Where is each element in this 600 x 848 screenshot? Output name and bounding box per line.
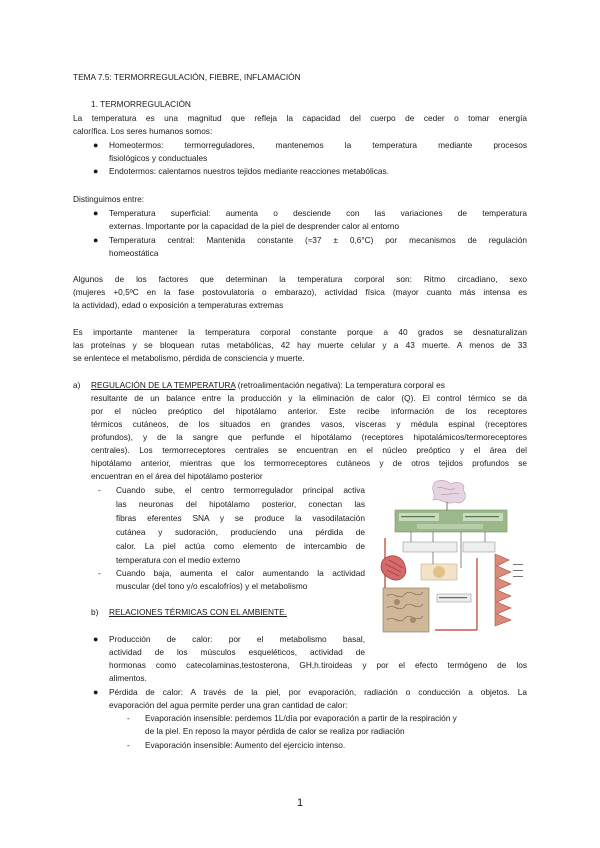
evaporacion-line: de la piel. En reposo la mayor pérdida de calor se realiza por radiación — [145, 726, 405, 736]
dash-bullet-icon: - — [127, 740, 130, 750]
perdida-line: Pérdida de calor: A través de la piel, por evaporación, radiación o conducción a objetos. La — [109, 687, 527, 697]
document-title: TEMA 7.5: TERMORREGULACIÓN, FIEBRE, INFLAMACIÓN — [73, 72, 301, 82]
produccion-line: alimentos. — [109, 673, 147, 683]
paragraph-line: profundos), y de la sangre que perfunde el hipotálamo (receptores hipotalámicos/termoreceptores — [91, 432, 527, 442]
section-heading-relaciones: RELACIONES TÉRMICAS CON EL AMBIENTE. — [109, 607, 287, 617]
bullet-homeotermos-cont: fisiológicos y conductuales — [109, 153, 208, 163]
bullet-icon: ● — [93, 687, 99, 697]
gland-detail — [394, 599, 400, 605]
bullet-temp-central: Temperatura central: Mantenida constante (≈37 ± 0,6°C) por mecanismos de regulación — [109, 235, 527, 245]
produccion-line: Producción de calor: por el metabolismo basal, — [109, 634, 365, 644]
factors-line: Algunos de los factores que determinan la temperatura corporal son: Ritmo circadiano, sexo — [73, 274, 527, 284]
brain-illustration — [433, 480, 466, 503]
sube-line: fibras eferentes SNA y se produce la vasodilatación — [116, 513, 365, 523]
side-label-stroke — [513, 570, 523, 571]
dash-bullet-icon: - — [98, 568, 101, 578]
paragraph-line: por el núcleo preóptico del hipotálamo anterior. Este recibe información de los receptores — [91, 406, 527, 416]
importance-line: Es importante mantener la temperatura corporal constante porque a 40 grados se desnaturalizan — [73, 327, 527, 337]
perdida-line: evaporación del agua permite perder una gran cantidad de calor: — [109, 700, 348, 710]
label-stroke — [465, 516, 499, 517]
sube-line: las neuronas del hipotálamo posterior, conectan las — [116, 499, 365, 509]
label-stroke — [401, 516, 435, 517]
section-heading-termorregulacion: 1. TERMORREGULACIÓN — [91, 99, 191, 109]
factors-line: la actividad), edad o exposición a temperaturas extremas — [73, 300, 284, 310]
produccion-line: hormonas como catecolaminas,testosterona, GH,h.tiroideas y por el efecto termógeno de los — [109, 660, 527, 670]
paragraph-line: encuentran en el área del hipotálamo posterior — [91, 471, 263, 481]
sube-line: calor. La piel actúa como elemento de intercambio de — [116, 541, 365, 551]
factors-line: (mujeres +0,5ºC en la fase postovulatoria o embarazo), actividad física (mayor cuanto más intensa es — [73, 287, 527, 297]
section-a-first-line — [91, 379, 445, 392]
bullet-homeotermos: Homeotermos: termorreguladores, mantenemos la temperatura mediante procesos — [109, 140, 527, 150]
section-marker-b: b) — [91, 607, 99, 617]
page-number: 1 — [296, 797, 304, 809]
bullet-icon: ● — [93, 140, 99, 150]
paragraph-line: térmicos cutáneos, de los situados en grandes vasos, vísceras y médula espinal (receptores — [91, 419, 527, 429]
label-stroke — [439, 597, 467, 598]
sube-line: Cuando sube, el centro termorregulador principal activa — [116, 485, 365, 495]
paragraph-line: resultante de un balance entre la producción y la eliminación de calor (Q). El control térmico se da — [91, 393, 527, 403]
bullet-temp-superficial: Temperatura superficial: aumenta o desciende con las variaciones de temperatura — [109, 208, 527, 218]
baja-line: muscular (del tono y/o escalofríos) y el metabolismo — [116, 581, 308, 591]
bullet-temp-central-cont: homeostática — [109, 248, 159, 258]
gland-detail — [410, 617, 416, 623]
efferent-box — [463, 542, 495, 552]
section-a-intro: (retroalimentación negativa): La temperatura corporal es — [235, 380, 445, 390]
section-heading-regulacion: REGULACIÓN DE LA TEMPERATURA — [91, 380, 236, 390]
dash-bullet-icon: - — [98, 485, 101, 495]
intro-line: calorífica. Los seres humanos somos: — [73, 126, 213, 136]
evaporacion-line: Evaporación insensible: perdemos 1L/día por evaporación a partir de la respiración y — [145, 713, 457, 723]
bullet-icon: ● — [93, 208, 99, 218]
dash-bullet-icon: - — [127, 713, 130, 723]
baja-line: Cuando baja, aumenta el calor aumentando la actividad — [116, 568, 365, 578]
evaporacion-line: Evaporación insensible: Aumento del ejercicio intenso. — [145, 740, 346, 750]
thermoregulation-diagram — [377, 480, 525, 640]
label-strip — [417, 524, 483, 529]
bullet-endotermos: Endotermos: calentamos nuestros tejidos mediante reacciones metabólicas. — [109, 166, 389, 176]
sube-line: temperatura con el medio externo — [116, 555, 241, 565]
paragraph-line: centrales). Los termorreceptores centrales se encuentran en el núcleo preóptico y el área del — [91, 445, 527, 455]
side-label-stroke — [513, 576, 523, 577]
organ-detail — [433, 566, 445, 578]
produccion-line: actividad de los músculos esqueléticos, actividad de — [109, 647, 365, 657]
paragraph-line: hipotálamo anterior, mientras que los termorreceptores cutáneos y de otros tejidos profundos se — [91, 458, 527, 468]
section-marker-a: a) — [73, 380, 81, 390]
importance-line: se enlentece el metabolismo, pérdida de consciencia y muerte. — [73, 353, 305, 363]
efferent-box — [403, 542, 457, 552]
bullet-temp-superficial-cont: externas. Importante por la capacidad de la piel de desprender calor al entorno — [109, 221, 400, 231]
sube-line: cutánea y sudoración, produciendo una pérdida de — [116, 527, 365, 537]
intro-line: La temperatura es una magnitud que refleja la capacidad del cuerpo de ceder o tomar energía — [73, 113, 527, 123]
importance-line: las proteínas y se bloquean rutas metabólicas, 42 hay muerte celular y a 43 muerte. A menos de 33 — [73, 340, 527, 350]
distinguimos-line: Distinguimos entre: — [73, 194, 145, 204]
bullet-icon: ● — [93, 166, 99, 176]
bullet-icon: ● — [93, 235, 99, 245]
side-label-stroke — [513, 564, 523, 565]
bullet-icon: ● — [93, 634, 99, 644]
